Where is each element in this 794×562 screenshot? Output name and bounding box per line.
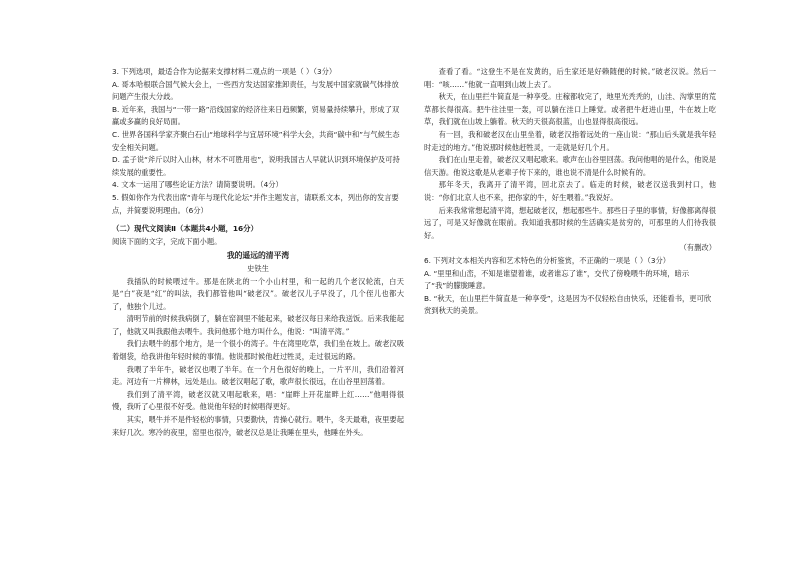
- question-5: 5. 假如你作为代表出席“青年与现代化论坛”并作主题发言，请联系文本，列出你的发言要点，并简要说明理由。（6分）: [112, 192, 399, 215]
- question-6-option-b: B. “秋天，在山里拦牛简直是一种享受”，这是因为不仅轻松自由快乐，还能看书，更可欣赏到秋天的美景。: [424, 293, 712, 316]
- question-6-stem: 6. 下列对文本相关内容和艺术特色的分析鉴赏，不正确的一项是（ ）（3分）: [424, 255, 671, 265]
- question-3-option-d: D. 孟子说“斧斤以时入山林，材木不可胜用也”，说明我国古人早就认识到环境保护及可持续发展的重要性。: [112, 155, 400, 177]
- story-paragraph: 秋天，在山里拦牛简直是一种享受。庄稼都收完了，地里光秃秃的，山洼、沟掌里的荒草都长得很高。把牛往洼里一轰，可以躺在洼口上睡觉。或者把牛赶进山里，牛在坡上吃草，我们就在山坡上躺着。秋天的天很高很蓝，山也显得很高很远。: [424, 92, 716, 127]
- story-paragraph: 我插队的时候喂过牛。那是在陕北的一个小山村里，和一起的几个老汉轮流，白天是“白”夜是“红”的叫法，我们都管他叫“破老汉”。破老汉儿子早没了，几个侄儿也都大了，他独个儿过。: [112, 276, 404, 311]
- story-paragraph: 清明节前的时候我病倒了，躺在窑洞里不能起来，破老汉每日来给我送饭。后来我能起了，他就又叫我跟他去喂牛。我问他那个地方叫什么，他说：“叫清平湾。”: [112, 314, 404, 336]
- question-4: 4. 文本一运用了哪些论证方法？请简要说明。（4分）: [112, 180, 283, 190]
- story-title: 我的遥远的清平湾: [226, 251, 290, 261]
- section-header: （二）现代文阅读Ⅱ（本题共4小题，16分）: [112, 224, 258, 234]
- left-column: [112, 66, 404, 439]
- story-paragraph: 我们在山里走着，破老汉又唱起歌来。歌声在山谷里回荡。我问他唱的是什么，他说是信天游。他说这歌是从老辈子传下来的，谁也说不清是什么时候有的。: [424, 155, 716, 177]
- story-paragraph: 我们到了清平湾，破老汉就又唱起歌来，唱：“崖畔上开花崖畔上红……”他唱得很慢，我听了心里很不好受。他说他年轻的时候唱得更好。: [112, 389, 404, 412]
- question-3-option-c: C. 世界各国科学家齐聚白石山“地球科学与宜居环境”科学大会，共商“碳中和”与气候生态安全相关问题。: [112, 129, 400, 152]
- story-paragraph: 有一回，我和破老汉在山里坐着，破老汉指着远处的一座山说：“那山后头就是我年轻时走过的地方。”他说那时候他赶牲灵，一走就是好几个月。: [424, 129, 716, 152]
- story-paragraph: 其实，喂牛并不是件轻松的事情，只要勤快，肯操心就行。喂牛，冬天最难，夜里要起来好几次。寒冷的夜里，窑里也很冷，破老汉总是让我睡在里头，他睡在外头。: [112, 415, 404, 437]
- question-3-stem: 3. 下列选项，最适合作为论据来支撑材料二观点的一项是（ ）（3分）: [112, 67, 337, 76]
- story-paragraph: 我们去喂牛的那个地方，是一个很小的湾子。牛在湾里吃草，我们坐在坡上。破老汉吸着烟袋，给我讲他年轻时候的事情。他说那时候他赶过牲灵，走过很远的路。: [112, 339, 404, 362]
- story-paragraph: 我喂了半年牛，破老汉也喂了半年。在一个月色很好的晚上，一片平川，我们沿着河走。河边有一片柳林，远处是山。破老汉唱起了歌，歌声很长很远，在山谷里回荡着。: [112, 364, 404, 387]
- story-author: 史铁生: [247, 263, 269, 273]
- question-6-option-a: A. “里里和山峦，不知是谁望着谁，或者谁忘了谁”，交代了傍晚喂牛的环境，暗示了“我”的朦胧睡意。: [424, 268, 690, 291]
- right-column: [424, 66, 716, 318]
- reading-instruction: 阅读下面的文字，完成下面小题。: [112, 236, 222, 246]
- question-3-option-a: A. 哥本哈根联合国气候大会上，一些西方发达国家推卸责任，与发展中国家就碳气体排放问题产生很大分歧。: [112, 79, 399, 102]
- source-note: （有删改）: [679, 243, 716, 253]
- story-paragraph: 那年冬天，我离开了清平湾，回北京去了。临走的时候，破老汉送我到村口，他说：“你们北京人也不来，把你家的牛，好生喂着。”我说好。: [424, 180, 716, 202]
- question-3-option-b: B. 近年来，我国与“一带一路”沿线国家的经济往来日趋频繁，贸易量持续攀升，形成了双赢或多赢的良好局面。: [112, 104, 400, 127]
- story-paragraph: 查看了看。“这登生不是在发黄的，后生家还是好赖随便的时候。”破老汉说。然后一唱：“咳……”他就一直唱到山坡上去了。: [424, 67, 716, 89]
- story-paragraph: 后来我常常想起清平湾，想起破老汉，想起那些牛。那些日子里的事情，好像都离得很远了，可是又好像就在眼前。我知道我那时候的生活确实是贫穷的，可那里的人们待我很好。: [424, 205, 716, 240]
